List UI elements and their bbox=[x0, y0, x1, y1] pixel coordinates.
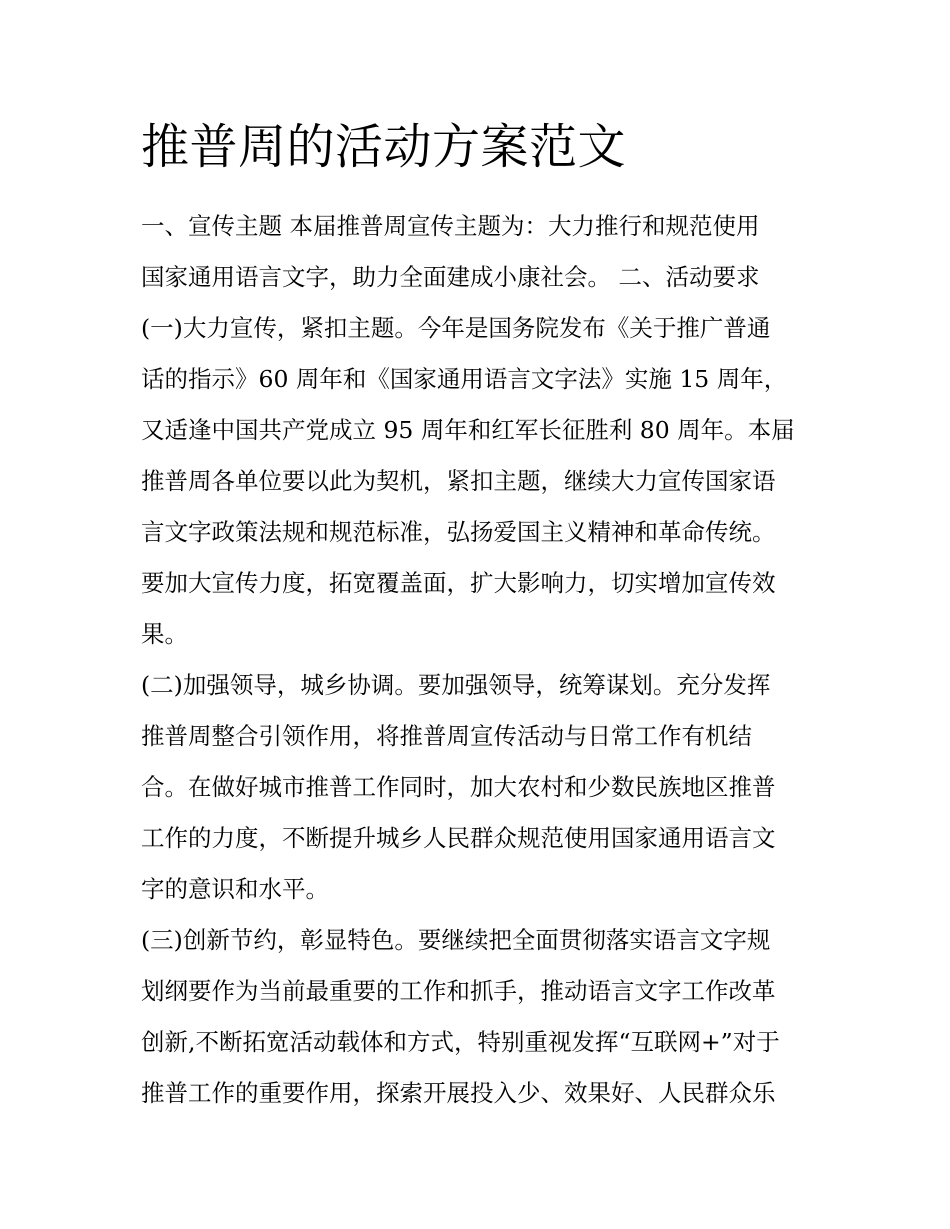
body-line: 话的指示》60 周年和《国家通用语言文字法》实施 15 周年， bbox=[141, 365, 788, 393]
body-line: 工作的力度，不断提升城乡人民群众规范使用国家通用语言文 bbox=[141, 824, 776, 852]
body-line: 字的意识和水平。 bbox=[141, 875, 329, 903]
body-line: 一、宣传主题 本届推普周宣传主题为：大力推行和规范使用 bbox=[141, 212, 760, 240]
document-content bbox=[141, 115, 821, 1119]
document-body bbox=[141, 201, 821, 1119]
body-line: (二)加强领导，城乡协调。要加强领导，统筹谋划。充分发挥 bbox=[141, 671, 771, 699]
body-line: 创新,不断拓宽活动载体和方式，特别重视发挥“互联网+”对于 bbox=[141, 1028, 780, 1056]
body-line: 果。 bbox=[141, 620, 188, 648]
body-line: (三)创新节约，彰显特色。要继续把全面贯彻落实语言文字规 bbox=[141, 926, 771, 954]
body-line: 推普周整合引领作用，将推普周宣传活动与日常工作有机结 bbox=[141, 722, 752, 750]
body-line: 推普工作的重要作用，探索开展投入少、效果好、人民群众乐 bbox=[141, 1079, 776, 1107]
document-title: 推普周的活动方案范文 bbox=[141, 119, 627, 175]
body-line: 国家通用语言文字，助力全面建成小康社会。 二、活动要求 bbox=[141, 263, 760, 291]
body-line: 划纲要作为当前最重要的工作和抓手，推动语言文字工作改革 bbox=[141, 977, 776, 1005]
body-line: 言文字政策法规和规范标准，弘扬爱国主义精神和革命传统。 bbox=[141, 518, 776, 546]
body-line: 要加大宣传力度，拓宽覆盖面，扩大影响力，切实增加宣传效 bbox=[141, 569, 776, 597]
body-line: 合。在做好城市推普工作同时，加大农村和少数民族地区推普 bbox=[141, 773, 776, 801]
body-line: (一)大力宣传，紧扣主题。今年是国务院发布《关于推广普通 bbox=[141, 314, 771, 342]
body-line: 推普周各单位要以此为契机，紧扣主题，继续大力宣传国家语 bbox=[141, 467, 776, 495]
body-line: 又适逢中国共产党成立 95 周年和红军长征胜利 80 周年。本届 bbox=[141, 416, 795, 444]
